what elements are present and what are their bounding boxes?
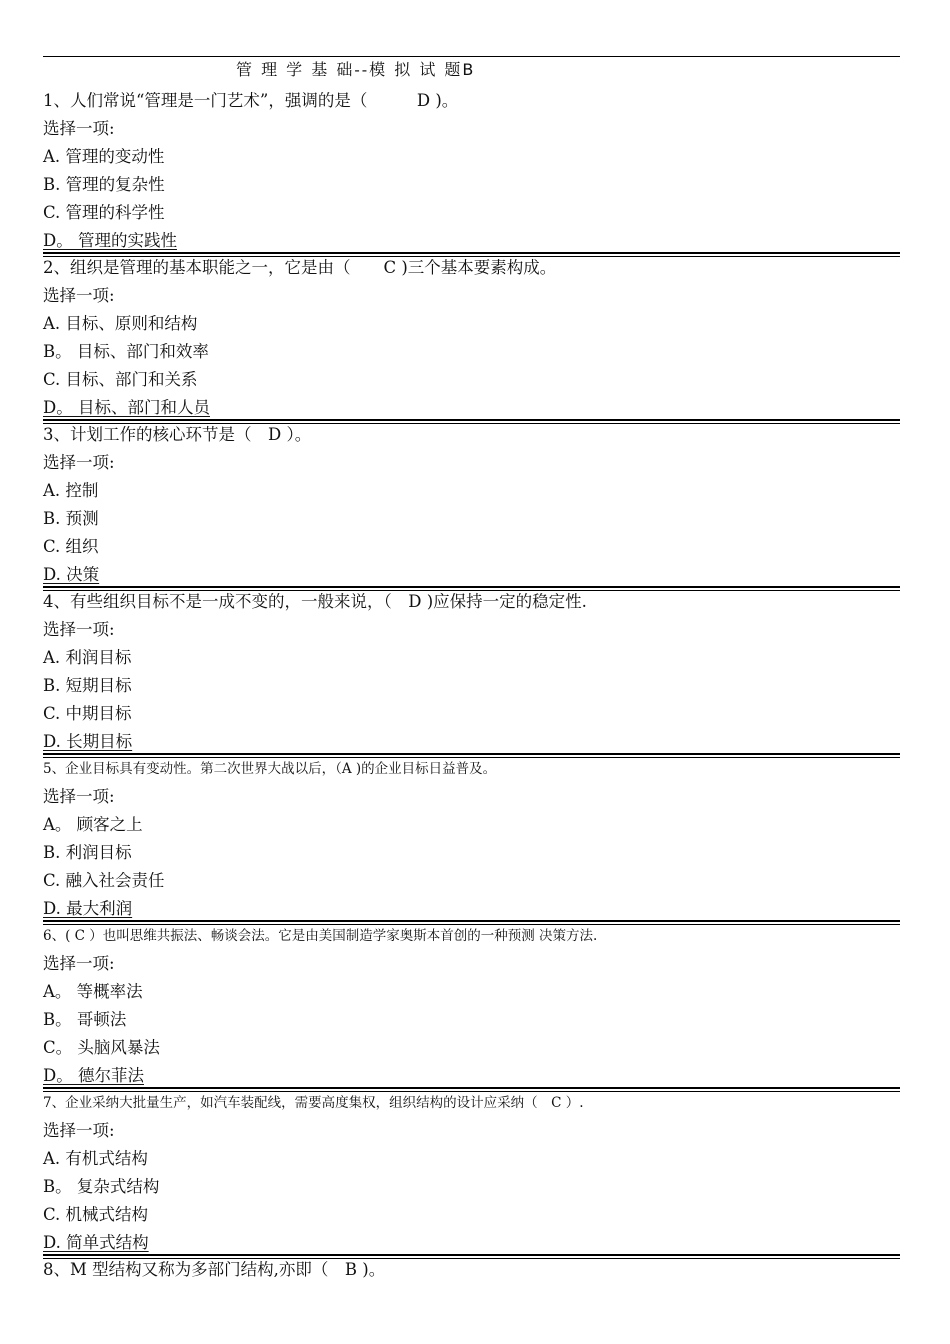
option-b[interactable]: B. 利润目标 <box>43 843 132 862</box>
option-a[interactable]: A. 控制 <box>43 481 99 500</box>
option-c[interactable]: C. 目标、部门和关系 <box>43 370 198 389</box>
question-stem: 8、M 型结构又称为多部门结构,亦即（ B )。 <box>43 1260 386 1279</box>
question-stem: 3、计划工作的核心环节是（ D ）。 <box>43 425 312 444</box>
option-c[interactable]: C. 管理的科学性 <box>43 203 165 222</box>
option-a[interactable]: A. 管理的变动性 <box>43 147 165 166</box>
question-stem: 6、( C ）也叫思维共振法、畅谈会法。它是由美国制造学家奥斯本首创的一种预测 决策方法. <box>43 928 598 944</box>
prompt-label: 选择一项: <box>43 286 115 305</box>
option-c[interactable]: C. 中期目标 <box>43 704 132 723</box>
option-c[interactable]: C. 组织 <box>43 537 99 556</box>
option-d[interactable]: D. 长期目标 <box>43 732 133 751</box>
option-b[interactable]: B. 短期目标 <box>43 676 132 695</box>
option-b[interactable]: B。 目标、部门和效率 <box>43 342 209 361</box>
question-stem: 1、人们常说“管理是一门艺术”，强调的是（ D )。 <box>43 91 459 110</box>
document-title <box>236 60 473 80</box>
option-a[interactable]: A。 顾客之上 <box>43 815 143 834</box>
question-block <box>43 422 900 591</box>
option-b[interactable]: B。 复杂式结构 <box>43 1177 160 1196</box>
question-stem: 5、企业目标具有变动性。第二次世界大战以后，（A )的企业目标日益普及。 <box>43 761 497 777</box>
question-block <box>43 1257 900 1285</box>
option-a[interactable]: A. 目标、原则和结构 <box>43 314 198 333</box>
option-c[interactable]: C. 机械式结构 <box>43 1205 149 1224</box>
prompt-label: 选择一项: <box>43 119 115 138</box>
question-stem: 7、企业采纳大批量生产，如汽车装配线，需要高度集权，组织结构的设计应采纳（ C ）. <box>43 1095 584 1111</box>
option-a[interactable]: A. 利润目标 <box>43 648 132 667</box>
question-block <box>43 1090 900 1259</box>
option-b[interactable]: B. 管理的复杂性 <box>43 175 165 194</box>
question-block <box>43 88 900 257</box>
prompt-label: 选择一项: <box>43 1121 115 1140</box>
option-c[interactable]: C。 头脑风暴法 <box>43 1038 160 1057</box>
prompt-label: 选择一项: <box>43 453 115 472</box>
option-d[interactable]: D. 决策 <box>43 565 100 584</box>
option-d[interactable]: D。 管理的实践性 <box>43 231 177 250</box>
question-stem: 2、组织是管理的基本职能之一，它是由（ C )三个基本要素构成。 <box>43 258 557 277</box>
option-b[interactable]: B。 哥顿法 <box>43 1010 127 1029</box>
option-d[interactable]: D。 目标、部门和人员 <box>43 398 210 417</box>
top-rule <box>43 56 900 57</box>
question-block <box>43 589 900 758</box>
option-a[interactable]: A. 有机式结构 <box>43 1149 148 1168</box>
option-a[interactable]: A。 等概率法 <box>43 982 143 1001</box>
title-main: 管 理 学 基 础--模 拟 试 题 <box>236 60 463 79</box>
question-block <box>43 756 900 925</box>
question-stem: 4、有些组织目标不是一成不变的，一般来说，（ D )应保持一定的稳定性. <box>43 592 587 611</box>
question-block <box>43 923 900 1092</box>
prompt-label: 选择一项: <box>43 954 115 973</box>
title-suffix: B <box>462 60 474 79</box>
option-d[interactable]: D. 最大利润 <box>43 899 133 918</box>
question-block <box>43 255 900 424</box>
option-d[interactable]: D. 简单式结构 <box>43 1233 149 1252</box>
option-b[interactable]: B. 预测 <box>43 509 99 528</box>
prompt-label: 选择一项: <box>43 787 115 806</box>
prompt-label: 选择一项: <box>43 620 115 639</box>
option-d[interactable]: D。 德尔菲法 <box>43 1066 144 1085</box>
option-c[interactable]: C. 融入社会责任 <box>43 871 165 890</box>
